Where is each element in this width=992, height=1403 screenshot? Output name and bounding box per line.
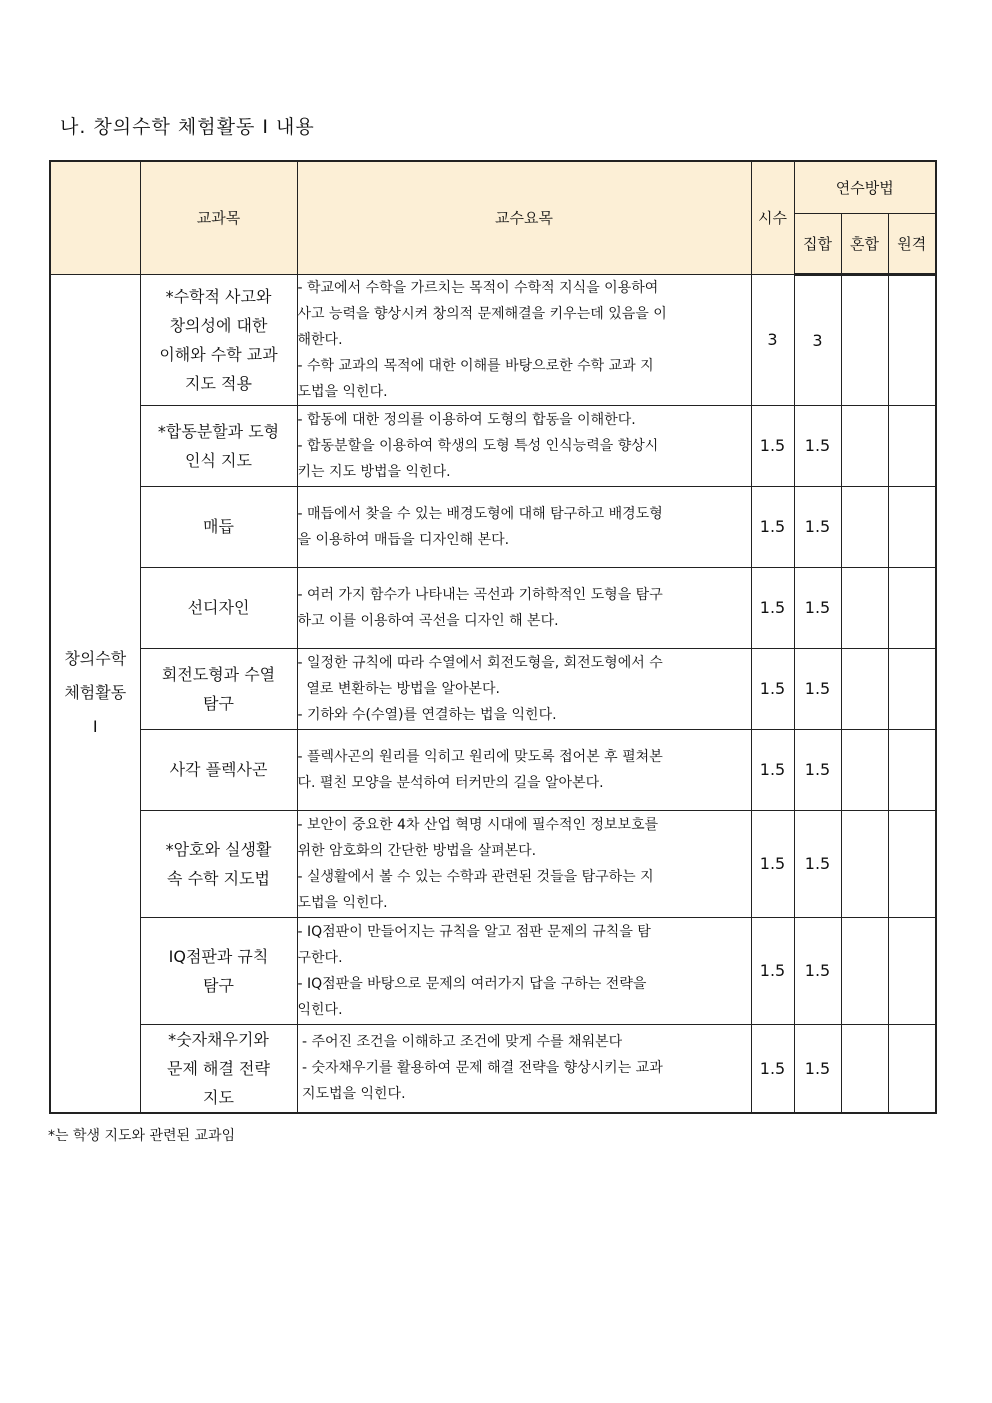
summary-line: 키는 지도 방법을 익힌다.: [297, 463, 451, 480]
summary-cell: [297, 729, 751, 810]
header-method: 연수방법: [794, 161, 936, 213]
summary-line: 열로 변환하는 방법을 알아본다.: [297, 680, 501, 697]
subject-line: 창의성에 대한: [169, 315, 268, 335]
hours-cell: 1.5: [751, 729, 794, 810]
summary-line: - IQ점판이 만들어지는 규칙을 알고 점판 문제의 규칙을 탐: [297, 923, 651, 940]
subject-line: *수학적 사고와: [165, 286, 272, 306]
summary-cell: [297, 486, 751, 567]
subject-line: IQ점판과 규칙: [168, 946, 269, 966]
subject-cell: [140, 729, 297, 810]
remote-cell: [888, 274, 936, 405]
summary-line: - 플렉사곤의 원리를 익히고 원리에 맞도록 접어본 후 펼쳐본: [297, 748, 663, 765]
summary-line: - 주어진 조건을 이해하고 조건에 맞게 수를 채워본다: [297, 1034, 623, 1050]
header-subject: 교과목: [140, 161, 297, 274]
subject-cell: [140, 486, 297, 567]
table-row: [50, 648, 936, 729]
subject-cell: [140, 1024, 297, 1113]
group-cell: 1.5: [794, 486, 841, 567]
summary-line: - 합동분할을 이용하여 학생의 도형 특성 인식능력을 향상시: [297, 437, 659, 454]
mixed-cell: [841, 810, 888, 917]
subject-line: 선디자인: [187, 598, 250, 617]
header-group: 집합: [794, 213, 841, 274]
header-summary: 교수요목: [297, 161, 751, 274]
subject-cell: [140, 274, 297, 405]
remote-cell: [888, 729, 936, 810]
header-empty-cell: [50, 161, 140, 274]
subject-line: 사각 플렉사곤: [169, 760, 268, 779]
remote-cell: [888, 648, 936, 729]
table-row: [50, 567, 936, 648]
hours-cell: 1.5: [751, 648, 794, 729]
subject-cell: [140, 917, 297, 1024]
group-cell: 1.5: [794, 1024, 841, 1113]
summary-line: - 합동에 대한 정의를 이용하여 도형의 합동을 이해한다.: [297, 411, 636, 428]
subject-line: *암호와 실생활: [165, 839, 272, 859]
section-title: 나. 창의수학 체험활동 Ⅰ 내용: [60, 116, 315, 138]
mixed-cell: [841, 405, 888, 486]
hours-cell: 1.5: [751, 1024, 794, 1113]
group-cell: 3: [794, 274, 841, 405]
subject-line: 매듭: [203, 517, 234, 536]
summary-line: - 여러 가지 함수가 나타내는 곡선과 기하학적인 도형을 탐구: [297, 586, 663, 603]
subject-cell: [140, 648, 297, 729]
summary-line: - IQ점판을 바탕으로 문제의 여러가지 답을 구하는 전략을: [297, 975, 647, 992]
hours-cell: 1.5: [751, 810, 794, 917]
remote-cell: [888, 917, 936, 1024]
summary-line: - 수학 교과의 목적에 대한 이해를 바탕으로한 수학 교과 지: [297, 357, 654, 374]
table-row: [50, 1024, 936, 1113]
mixed-cell: [841, 486, 888, 567]
table-body: [50, 274, 936, 1113]
summary-cell: [297, 567, 751, 648]
mixed-cell: [841, 1024, 888, 1113]
subject-line: 탐구: [203, 975, 234, 995]
header-mixed: 혼합: [841, 213, 888, 274]
mixed-cell: [841, 274, 888, 405]
subject-line: 속 수학 지도법: [167, 868, 270, 888]
mixed-cell: [841, 729, 888, 810]
hours-cell: 1.5: [751, 917, 794, 1024]
subject-line: 회전도형과 수열: [161, 664, 276, 684]
subject-line: 지도: [203, 1087, 234, 1107]
table-row: [50, 486, 936, 567]
curriculum-table: [49, 160, 937, 1114]
footnote: *는 학생 지도와 관련된 교과임: [48, 1128, 236, 1144]
summary-line: 위한 암호화의 간단한 방법을 살펴본다.: [297, 842, 537, 859]
subject-cell: [140, 405, 297, 486]
summary-cell: [297, 405, 751, 486]
summary-line: 도법을 익힌다.: [297, 383, 388, 400]
summary-line: 다. 펼친 모양을 분석하여 터커만의 길을 알아본다.: [297, 774, 604, 791]
summary-line: 익힌다.: [297, 1001, 343, 1018]
summary-line: 지도법을 익힌다.: [297, 1086, 406, 1102]
remote-cell: [888, 810, 936, 917]
summary-line: - 실생활에서 볼 수 있는 수학과 관련된 것들을 탐구하는 지: [297, 868, 654, 885]
summary-line: 사고 능력을 향상시켜 창의적 문제해결을 키우는데 있음을 이: [297, 305, 667, 322]
table-row: [50, 917, 936, 1024]
subject-line: 인식 지도: [185, 450, 252, 470]
table-row: [50, 729, 936, 810]
mixed-cell: [841, 917, 888, 1024]
group-cell: 1.5: [794, 810, 841, 917]
area-line: 창의수학: [64, 649, 127, 668]
summary-cell: [297, 648, 751, 729]
summary-line: - 매듭에서 찾을 수 있는 배경도형에 대해 탐구하고 배경도형: [297, 505, 663, 522]
group-cell: 1.5: [794, 729, 841, 810]
table-row: [50, 810, 936, 917]
subject-line: 이해와 수학 교과: [159, 344, 278, 364]
summary-line: - 보안이 중요한 4차 산업 혁명 시대에 필수적인 정보보호를: [297, 816, 659, 833]
hours-cell: 1.5: [751, 567, 794, 648]
header-hours: 시수: [751, 161, 794, 274]
subject-line: 문제 해결 전략: [167, 1058, 270, 1078]
summary-line: - 기하와 수(수열)를 연결하는 법을 익힌다.: [297, 706, 557, 723]
remote-cell: [888, 567, 936, 648]
header-remote: 원격: [888, 213, 936, 274]
area-line: 체험활동: [64, 683, 127, 702]
remote-cell: [888, 486, 936, 567]
hours-cell: 1.5: [751, 486, 794, 567]
subject-line: 지도 적용: [185, 373, 252, 393]
summary-line: 을 이용하여 매듭을 디자인해 본다.: [297, 531, 510, 548]
subject-cell: [140, 567, 297, 648]
hours-cell: 3: [751, 274, 794, 405]
summary-line: 구한다.: [297, 949, 343, 966]
summary-cell: [297, 810, 751, 917]
subject-cell: [140, 810, 297, 917]
summary-cell: [297, 274, 751, 405]
group-cell: 1.5: [794, 567, 841, 648]
summary-cell: [297, 1024, 751, 1113]
summary-line: - 숫자채우기를 활용하여 문제 해결 전략을 향상시키는 교과: [297, 1060, 663, 1076]
remote-cell: [888, 1024, 936, 1113]
summary-line: 도법을 익힌다.: [297, 894, 388, 911]
mixed-cell: [841, 567, 888, 648]
table-row: [50, 405, 936, 486]
subject-line: *합동분할과 도형: [157, 421, 280, 441]
table-row: [50, 274, 936, 405]
area-line: Ⅰ: [92, 717, 98, 736]
mixed-cell: [841, 648, 888, 729]
summary-line: 해한다.: [297, 331, 343, 348]
group-cell: 1.5: [794, 917, 841, 1024]
hours-cell: 1.5: [751, 405, 794, 486]
subject-line: *숫자채우기와: [168, 1029, 269, 1049]
summary-line: - 학교에서 수학을 가르치는 목적이 수학적 지식을 이용하여: [297, 279, 659, 296]
subject-line: 탐구: [203, 693, 234, 713]
area-cell: [50, 274, 140, 1113]
group-cell: 1.5: [794, 648, 841, 729]
summary-cell: [297, 917, 751, 1024]
group-cell: 1.5: [794, 405, 841, 486]
summary-line: 하고 이를 이용하여 곡선을 디자인 해 본다.: [297, 612, 559, 629]
summary-line: - 일정한 규칙에 따라 수열에서 회전도형을, 회전도형에서 수: [297, 654, 663, 671]
remote-cell: [888, 405, 936, 486]
